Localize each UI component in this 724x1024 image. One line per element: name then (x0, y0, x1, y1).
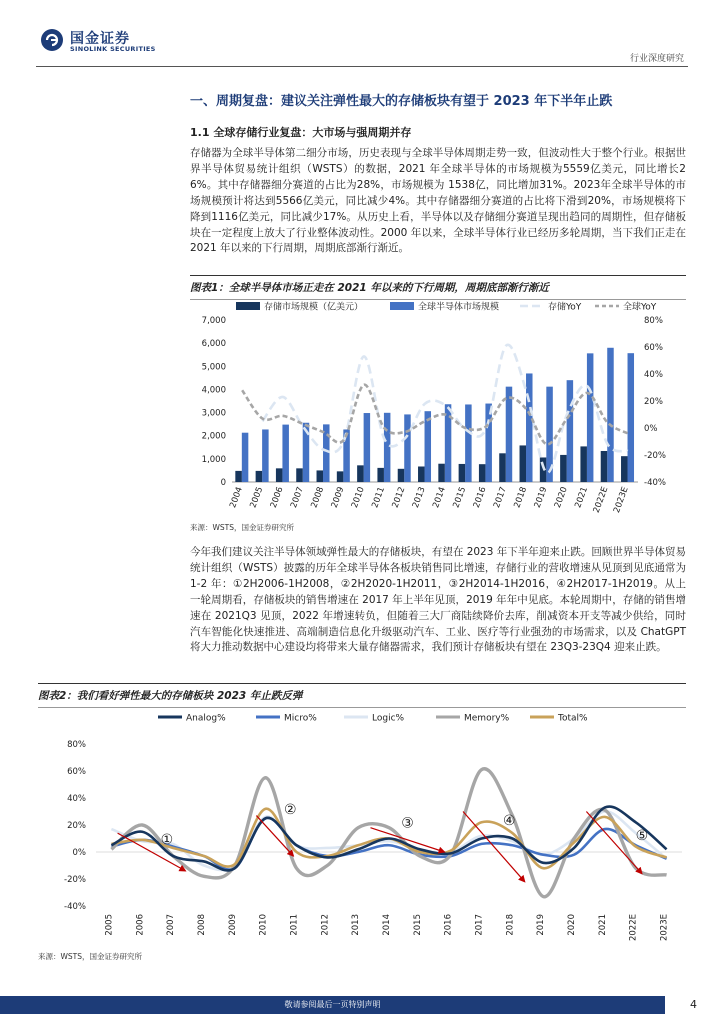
x-tick: 2014 (382, 914, 392, 936)
y-tick: 60% (67, 767, 86, 777)
y-left-tick: 4,000 (201, 385, 226, 396)
bar-total-market (404, 414, 410, 482)
bar-storage-market (418, 466, 424, 482)
bar-total-market (567, 380, 573, 482)
x-tick: 2015 (412, 914, 423, 936)
x-tick: 2019 (536, 914, 547, 936)
bar-total-market (465, 404, 471, 482)
y-right-tick: 20% (644, 397, 663, 407)
subsection-title: 1.1 全球存储行业复盘：大市场与强周期并存 (190, 126, 412, 139)
paragraph-1: 存储器为全球半导体第二细分市场，历史表现与全球半导体周期走势一致，但波动性大于整个行业。根据世界半导体贸易统计组织（WSTS）的数据，2021 年全球半导体的市场规模为5559亿美元，同比增长26%。其中存储器细分赛道的占比为28%，市场规模为 1538亿，同比增加31%。2023年全球半导体的市场规模预计将达到5566亿美元，同比减少4%。其中存储器细分赛道的占比将下滑到20%，市场规模将下降到1116亿美元，同比减少17%。从历史上看，半导体以及存储细分赛道呈现出趋同的周期性，但存储板块在一定程度上放大了行业整体波动性。2000 年以来，全球半导体行业已经历多轮周期，当下我们正走在 2021 年以来的下行周期，周期底部渐行渐近。 (190, 147, 686, 255)
x-tick: 2006 (135, 914, 146, 936)
y-right-tick: 80% (644, 316, 663, 326)
page-number: 4 (690, 998, 697, 1011)
x-tick: 2016 (443, 914, 454, 936)
bar-total-market (384, 413, 390, 482)
legend-swatch (236, 302, 260, 310)
x-tick: 2012 (320, 914, 331, 936)
bar-storage-market (296, 468, 302, 482)
x-tick: 2009 (329, 485, 347, 510)
x-tick: 2017 (492, 485, 509, 510)
y-right-tick: 60% (644, 343, 663, 353)
x-tick: 2010 (258, 914, 269, 936)
bar-storage-market (256, 471, 262, 482)
y-tick: -40% (64, 902, 86, 912)
brand-logo-icon (40, 28, 64, 52)
chart1-market-size (190, 298, 686, 520)
figure2-title: 图表2：我们看好弹性最大的存储板块 2023 年止跌反弹 (38, 683, 686, 708)
y-left-tick: 5,000 (201, 362, 226, 373)
y-right-tick: -40% (644, 478, 666, 488)
page-header (0, 0, 724, 68)
bar-storage-market (459, 464, 465, 482)
x-tick: 2007 (289, 485, 306, 510)
header-divider (36, 66, 688, 67)
brand-name-cn: 国金证券 (70, 31, 130, 47)
bar-storage-market (357, 465, 363, 482)
cycle-annotation: ② (284, 802, 297, 819)
bar-total-market (506, 387, 512, 482)
x-tick: 2010 (349, 485, 367, 510)
x-tick: 2005 (248, 485, 266, 510)
bar-storage-market (276, 468, 282, 482)
x-tick: 2021 (573, 485, 591, 510)
bar-total-market (282, 425, 288, 482)
y-right-tick: -20% (644, 451, 666, 461)
bar-total-market (262, 429, 268, 482)
bar-storage-market (520, 445, 526, 482)
x-tick: 2011 (370, 485, 388, 510)
x-tick: 2018 (512, 485, 530, 510)
x-tick: 2011 (289, 914, 300, 936)
y-right-tick: 0% (644, 424, 658, 434)
footer-disclaimer: 敬请参阅最后一页特别声明 (284, 1000, 381, 1009)
x-tick: 2012 (390, 485, 408, 510)
y-left-tick: 0 (220, 478, 226, 488)
section-title: 一、周期复盘：建议关注弹性最大的存储板块有望于 2023 年下半年止跌 (190, 94, 613, 109)
bar-storage-market (479, 464, 485, 482)
y-left-tick: 3,000 (201, 408, 226, 419)
x-tick: 2017 (474, 914, 485, 936)
x-tick: 2008 (196, 914, 207, 936)
figure1-title: 图表1：全球半导体市场正走在 2021 年以来的下行周期，周期底部渐行渐近 (190, 275, 686, 300)
report-type: 行业深度研究 (629, 54, 684, 64)
y-left-tick: 6,000 (201, 339, 226, 350)
x-tick: 2022E (628, 914, 639, 942)
legend-label: Memory% (464, 713, 510, 724)
bar-storage-market (398, 469, 404, 482)
bar-total-market (587, 353, 593, 482)
legend-label: 存储市场规模（亿美元） (264, 302, 364, 313)
cycle-annotation: ⑤ (635, 827, 649, 844)
x-tick: 2022E (591, 485, 611, 515)
y-tick: 40% (67, 794, 86, 804)
y-tick: 0% (72, 848, 86, 858)
x-tick: 2014 (431, 485, 448, 510)
x-tick: 2023E (659, 914, 670, 942)
bar-total-market (628, 353, 634, 482)
bar-total-market (364, 413, 370, 482)
bar-total-market (485, 404, 491, 482)
x-tick: 2023E (612, 485, 631, 515)
chart2-segment-yoy (38, 706, 688, 948)
x-tick: 2021 (597, 914, 608, 936)
x-tick: 2004 (228, 485, 245, 510)
x-tick: 2015 (451, 485, 469, 510)
x-tick: 2005 (104, 914, 115, 936)
bar-storage-market (337, 471, 343, 482)
legend-label: Micro% (284, 713, 317, 724)
x-tick: 2020 (552, 485, 570, 510)
y-right-tick: 40% (644, 370, 663, 380)
x-tick: 2008 (309, 485, 327, 510)
bar-storage-market (601, 451, 607, 482)
x-tick: 2009 (227, 914, 238, 936)
y-left-tick: 2,000 (201, 431, 226, 442)
x-tick: 2020 (567, 914, 578, 936)
bar-storage-market (580, 446, 586, 482)
legend-label: 全球半导体市场规模 (418, 302, 500, 313)
legend-swatch (390, 302, 414, 310)
legend-label: 全球YoY (623, 302, 657, 313)
y-tick: -20% (64, 875, 86, 885)
x-tick: 2019 (532, 485, 550, 510)
legend-label: Logic% (372, 713, 405, 724)
x-tick: 2016 (471, 485, 489, 510)
y-left-tick: 1,000 (201, 454, 226, 465)
bar-storage-market (377, 468, 383, 482)
bar-storage-market (621, 456, 627, 482)
bar-storage-market (438, 464, 444, 482)
bar-storage-market (560, 455, 566, 482)
bar-storage-market (317, 470, 323, 482)
legend-label: Total% (558, 713, 588, 724)
bar-storage-market (235, 471, 241, 482)
cycle-annotation: ④ (503, 813, 516, 829)
cycle-annotation: ① (160, 831, 174, 848)
x-tick: 2013 (410, 485, 428, 510)
y-tick: 20% (67, 821, 86, 831)
line-analog (111, 807, 666, 871)
x-tick: 2006 (268, 485, 286, 510)
bar-storage-market (499, 453, 505, 482)
legend-label: 存储YoY (548, 302, 582, 313)
x-tick: 2018 (505, 914, 516, 936)
y-left-tick: 7,000 (201, 316, 226, 326)
figure2-source: 来源：WSTS，国金证券研究所 (38, 952, 143, 961)
bar-total-market (607, 348, 613, 482)
bar-total-market (526, 373, 532, 482)
brand-name-en: SINOLINK SECURITIES (70, 45, 156, 53)
bar-total-market (242, 433, 248, 482)
bar-total-market (425, 411, 431, 482)
legend-label: Analog% (186, 713, 226, 724)
paragraph-2: 今年我们建议关注半导体领域弹性最大的存储板块，有望在 2023 年下半年迎来止跌。回顾世界半导体贸易统计组织（WSTS）披露的历年全球半导体各板块销售同比增速，存储行业的营收增速从见顶到见底通常为 1-2 年：①2H2006-1H2008，②2H2020-1H2011，③2H2014-1H2016，④2H2017-1H2019。从上一轮周期看，存储板块的销售增速在 2017 年上半年见顶，2019 年年中见底。本轮周期中，存储的销售增速在 2021Q3 见顶，2022 年增速转负，但随着三大厂商陆续降价去库，削减资本开支等减少供给，同时汽车智能化快速推进、高端制造信息化升级驱动汽车、工业、医疗等行业强劲的市场需求，以及 ChatGPT 将大力推动数据中心建设均将带来大量存储器需求，我们预计存储板块有望在 23Q3-23Q4 迎来止跌。 (190, 546, 686, 654)
y-tick: 80% (67, 740, 86, 750)
x-tick: 2007 (166, 914, 177, 936)
cycle-annotation: ③ (401, 815, 414, 832)
bar-total-market (323, 424, 329, 482)
figure1-source: 来源：WSTS，国金证券研究所 (190, 523, 295, 532)
x-tick: 2013 (351, 914, 362, 936)
